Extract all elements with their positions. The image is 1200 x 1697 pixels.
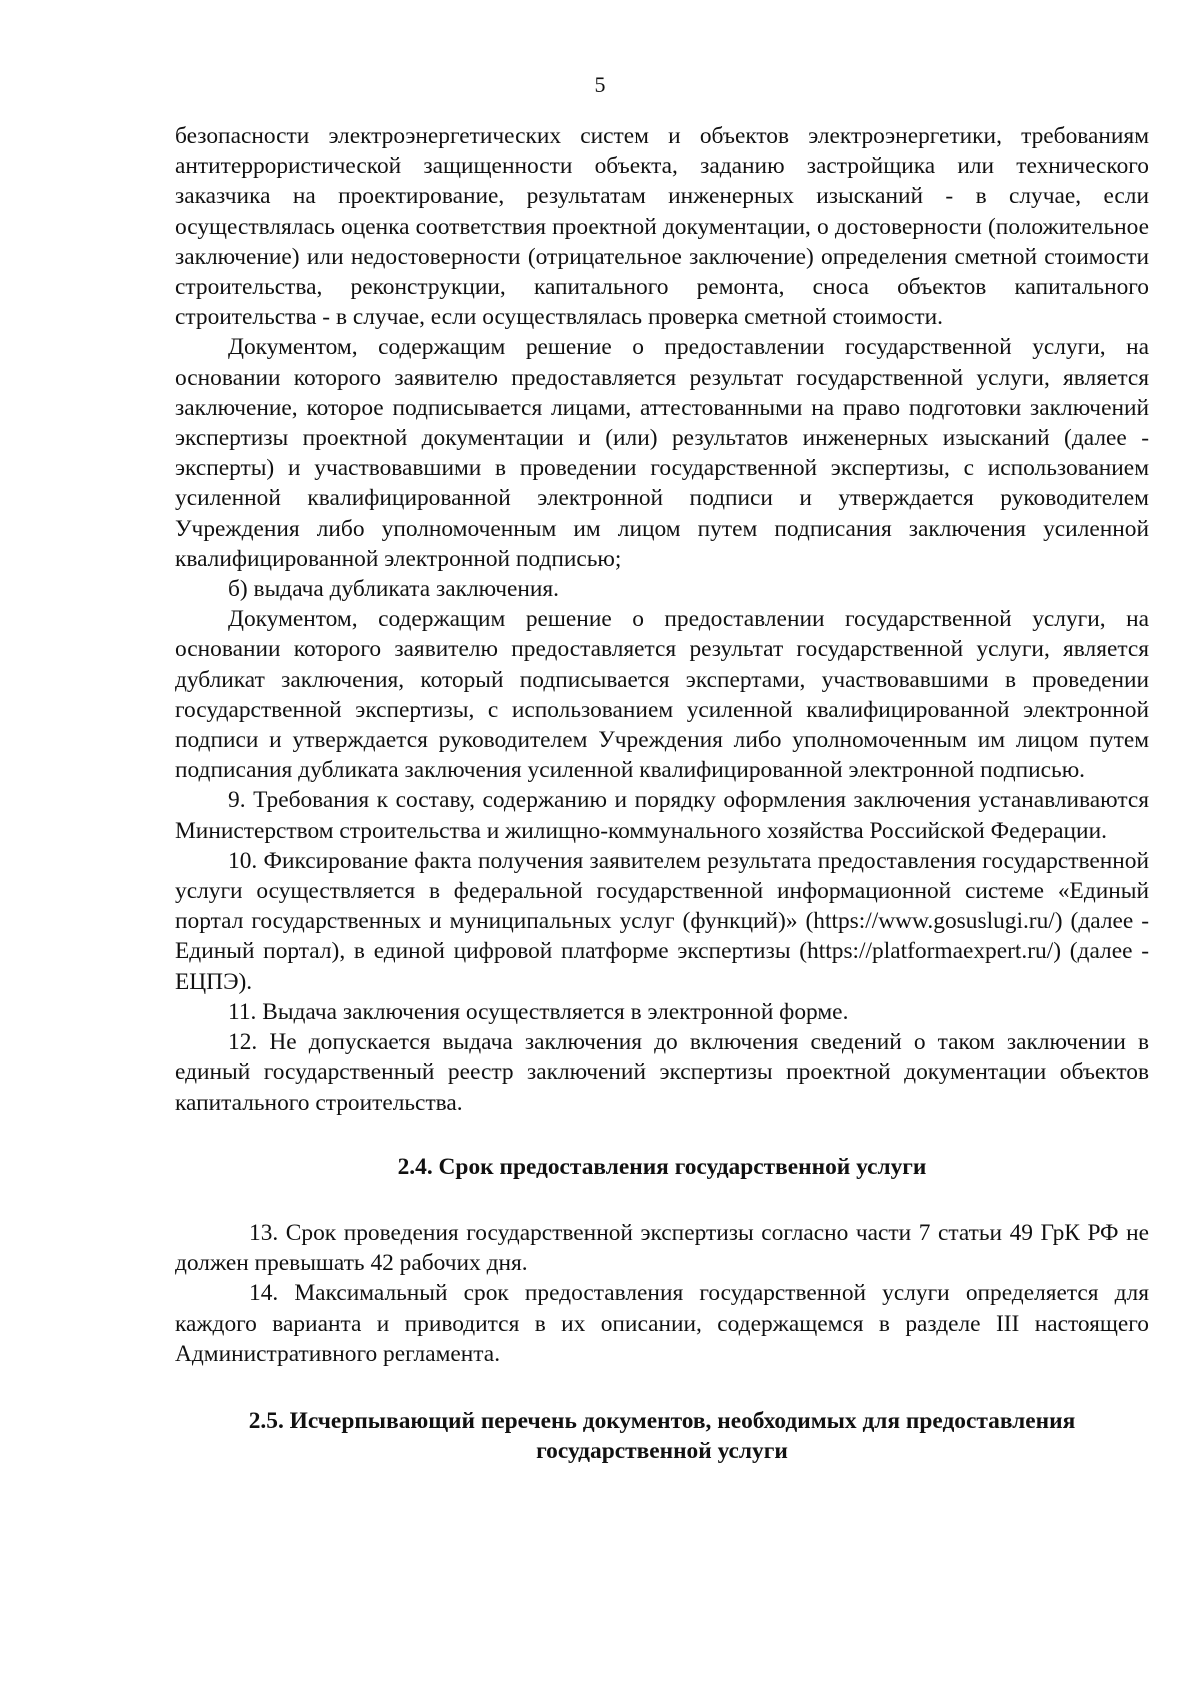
document-body bbox=[175, 121, 1149, 1466]
section-heading-2-5: 2.5. Исчерпывающий перечень документов, необходимых для предоставления государственной услуги bbox=[248, 1407, 1076, 1465]
paragraph-item-12: 12. Не допускается выдача заключения до включения сведений о таком заключении в единый государственный реестр заключений экспертизы проектной документации объектов капитального строительства. bbox=[175, 1029, 1149, 1116]
paragraph-item-14: 14. Максимальный срок предоставления государственной услуги определяется для каждого варианта и приводится в их описании, содержащемся в разделе III настоящего Административного регламента. bbox=[175, 1280, 1149, 1367]
paragraph-duplicate-item: б) выдача дубликата заключения. bbox=[228, 576, 559, 603]
paragraph-decision-document: Документом, содержащим решение о предоставлении государственной услуги, на основании которого заявителю предоставляется результат государственной услуги, является заключение, которое подписывается лицами, аттестованными на право подготовки заключений экспертизы проектной документации и (или) результатов инженерных изысканий (далее - эксперты) и участвовавшими в проведении государственной экспертизы, с использованием усиленной квалифицированной электронной подписи и утверждается руководителем Учреждения либо уполномоченным им лицом путем подписания заключения усиленной квалифицированной электронной подписью; bbox=[175, 334, 1149, 572]
paragraph-item-13: 13. Срок проведения государственной экспертизы согласно части 7 статьи 49 ГрК РФ не должен превышать 42 рабочих дня. bbox=[175, 1219, 1149, 1277]
paragraph-duplicate-document: Документом, содержащим решение о предоставлении государственной услуги, на основании которого заявителю предоставляется результат государственной услуги, является дубликат заключения, который подписывается экспертами, участвовавшими в проведении государственной экспертизы, с использованием усиленной квалифицированной электронной подписи и утверждается руководителем Учреждения либо уполномоченным им лицом путем подписания дубликата заключения усиленной квалифицированной электронной подписью. bbox=[175, 606, 1149, 784]
paragraph-item-10: 10. Фиксирование факта получения заявителем результата предоставления государственной услуги осуществляется в федеральной государственной информационной системе «Единый портал государственных и муниципальных услуг (функций)» (https://www.gosuslugi.ru/) (далее - Единый портал), в единой цифровой платформе экспертизы (https://platformaexpert.ru/) (далее - ЕЦПЭ). bbox=[175, 847, 1149, 995]
section-heading-2-4: 2.4. Срок предоставления государственной услуги bbox=[397, 1153, 927, 1180]
page-number: 5 bbox=[594, 72, 606, 97]
paragraph-item-11: 11. Выдача заключения осуществляется в электронной форме. bbox=[228, 998, 849, 1025]
paragraph-item-9: 9. Требования к составу, содержанию и порядку оформления заключения устанавливаются Министерством строительства и жилищно-коммунального хозяйства Российской Федерации. bbox=[175, 787, 1149, 844]
paragraph-continuation: безопасности электроэнергетических систем и объектов электроэнергетики, требованиям антитеррористической защищенности объекта, заданию застройщика или технического заказчика на проектирование, результатам инженерных изысканий - в случае, если осуществлялась оценка соответствия проектной документации, о достоверности (положительное заключение) или недостоверности (отрицательное заключение) определения сметной стоимости строительства, реконструкции, капитального ремонта, сноса объектов капитального строительства - в случае, если осуществлялась проверка сметной стоимости. bbox=[175, 123, 1149, 331]
